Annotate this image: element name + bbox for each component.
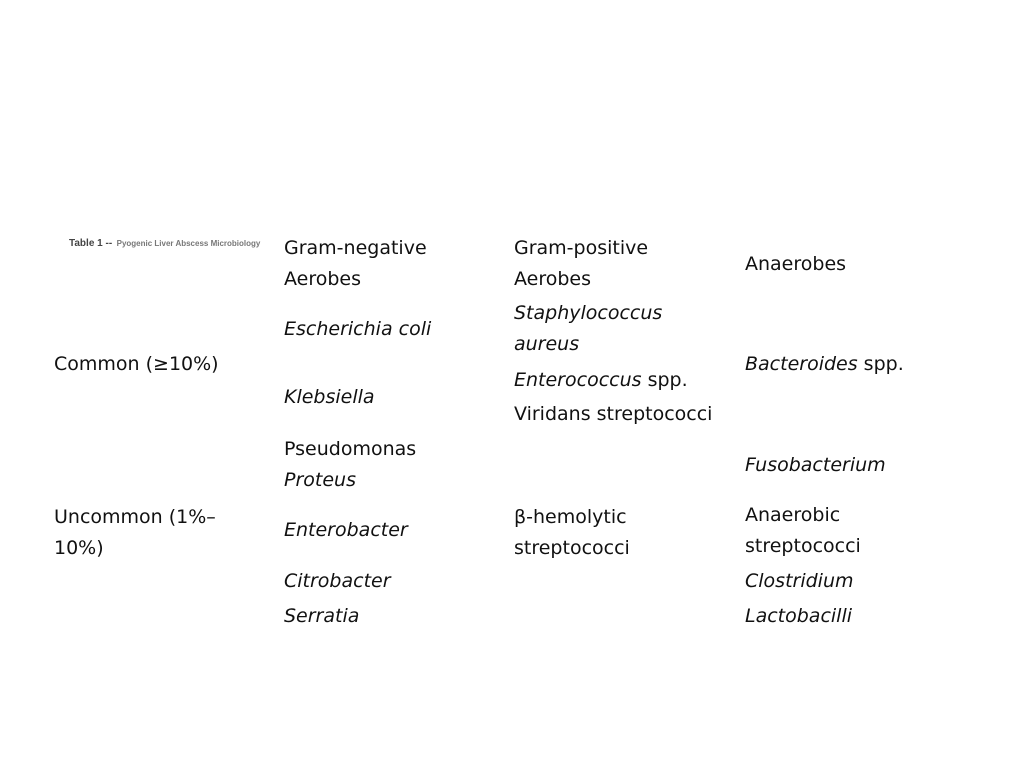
header-gram-negative-line1: Gram-negative — [284, 237, 427, 259]
header-gram-positive-line1: Gram-positive — [514, 237, 649, 259]
header-gram-negative — [284, 233, 427, 295]
uncommon-gram-negative-item: Citrobacter — [284, 570, 391, 592]
anaerobic-line1: Anaerobic — [745, 504, 841, 526]
header-anaerobes: Anaerobes — [745, 253, 847, 275]
header-gram-negative-line2: Aerobes — [284, 268, 362, 290]
uncommon-gram-positive-line2: streptococci — [514, 537, 630, 559]
row-label-uncommon — [54, 502, 216, 564]
common-gram-positive-staph-line2: aureus — [514, 333, 580, 355]
enterococcus-suffix: spp. — [641, 369, 688, 391]
row-label-uncommon-line1: Uncommon (1%– — [54, 506, 216, 528]
table-caption-label: Table 1 -- — [69, 238, 113, 249]
uncommon-gram-positive — [514, 502, 630, 564]
uncommon-anaerobes-clostridium: Clostridium — [745, 570, 854, 592]
enterococcus-genus: Enterococcus — [514, 369, 642, 391]
row-label-uncommon-line2: 10%) — [54, 537, 104, 559]
bacteroides-genus: Bacteroides — [745, 353, 858, 375]
common-gram-positive-viridans: Viridans streptococci — [514, 403, 713, 425]
common-gram-negative-item: Klebsiella — [284, 386, 375, 408]
common-gram-positive-enterococcus — [514, 365, 688, 396]
common-gram-negative-item: Escherichia coli — [284, 318, 432, 340]
anaerobic-line2: streptococci — [745, 535, 861, 557]
uncommon-gram-negative-item: Proteus — [284, 469, 356, 491]
table-caption-title: Pyogenic Liver Abscess Microbiology — [116, 239, 261, 248]
uncommon-gram-negative-item: Pseudomonas — [284, 438, 417, 460]
row-label-common: Common (≥10%) — [54, 353, 219, 375]
table-caption — [69, 233, 260, 251]
common-anaerobes-bacteroides — [745, 349, 904, 380]
uncommon-gram-negative-item: Enterobacter — [284, 519, 408, 541]
bacteroides-suffix: spp. — [857, 353, 904, 375]
uncommon-anaerobes-fusobacterium: Fusobacterium — [745, 454, 886, 476]
common-gram-positive-staph-line1: Staphylococcus — [514, 302, 663, 324]
uncommon-gram-negative-item: Serratia — [284, 605, 360, 627]
uncommon-gram-positive-line1: β-hemolytic — [514, 506, 627, 528]
uncommon-anaerobes-anaerobic-streptococci — [745, 500, 861, 562]
uncommon-anaerobes-lactobacilli: Lactobacilli — [745, 605, 853, 627]
header-gram-positive — [514, 233, 648, 295]
header-gram-positive-line2: Aerobes — [514, 268, 592, 290]
